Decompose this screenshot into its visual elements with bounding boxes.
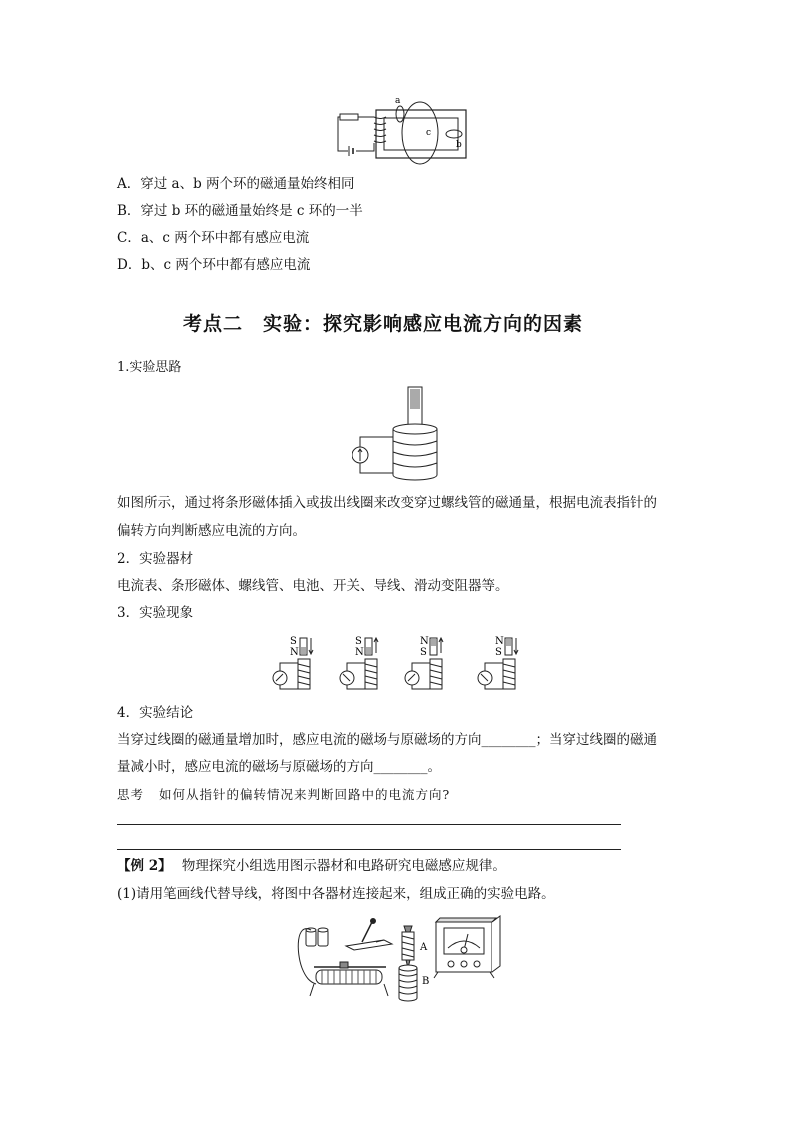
phenomenon-panel-2 bbox=[337, 632, 399, 694]
s2-text: 电流表、条形磁体、螺线管、电池、开关、导线、滑动变阻器等。 bbox=[117, 578, 509, 594]
think-row bbox=[117, 785, 450, 803]
bar-magnet-shade bbox=[410, 389, 420, 409]
galvanometer-icon bbox=[273, 671, 287, 685]
section-title: 考点二 实验：探究影响感应电流方向的因素 bbox=[183, 313, 584, 335]
pole-top: N bbox=[420, 636, 429, 647]
pole-top: S bbox=[355, 636, 362, 647]
label-ring-a: a bbox=[395, 96, 401, 106]
phenomenon-panel-4 bbox=[475, 632, 537, 694]
option-d: D．b、c 两个环中都有感应电流 bbox=[117, 257, 311, 273]
example-label: 【例 2】 bbox=[117, 858, 172, 874]
option-b: B．穿过 b 环的磁通量始终是 c 环的一半 bbox=[117, 203, 363, 219]
example-text: 物理探究小组选用图示器材和电路研究电磁感应规律。 bbox=[181, 858, 506, 874]
coil-a bbox=[402, 926, 414, 968]
s2-heading: 2．实验器材 bbox=[117, 551, 194, 567]
iron-core-inner bbox=[384, 118, 458, 150]
answer-line-2 bbox=[117, 849, 621, 850]
pole-bottom: S bbox=[420, 647, 427, 658]
pole-bottom: S bbox=[495, 647, 502, 658]
pole-top: N bbox=[495, 636, 504, 647]
figure-iron-core-rings bbox=[330, 95, 475, 165]
label-ring-b: b bbox=[456, 140, 462, 150]
switch-icon bbox=[346, 919, 392, 951]
s4-heading: 4．实验结论 bbox=[117, 705, 194, 721]
circuit-wire bbox=[338, 117, 374, 151]
rheostat-icon bbox=[310, 962, 388, 996]
galvanometer-icon bbox=[405, 671, 419, 685]
pole-bottom: N bbox=[355, 647, 364, 658]
pole-bottom: N bbox=[290, 647, 299, 658]
iron-core-frame bbox=[376, 110, 466, 158]
s1-text-line2: 偏转方向判断感应电流的方向。 bbox=[117, 523, 306, 539]
battery-cells bbox=[306, 928, 328, 946]
galvanometer-icon bbox=[434, 916, 500, 978]
label-ring-c: c bbox=[426, 128, 432, 138]
phenomenon-panel-1 bbox=[270, 632, 332, 694]
option-c: C．a、c 两个环中都有感应电流 bbox=[117, 230, 310, 246]
label-coil-b: B bbox=[422, 976, 430, 987]
example-row bbox=[117, 857, 506, 875]
example-q1: (1)请用笔画线代替导线，将图中各器材连接起来，组成正确的实验电路。 bbox=[117, 886, 555, 902]
solenoid bbox=[393, 424, 437, 480]
figure-solenoid-magnet bbox=[352, 383, 447, 483]
answer-line-1 bbox=[117, 824, 621, 825]
figure-apparatus bbox=[296, 912, 506, 1004]
s1-text-line1: 如图所示，通过将条形磁体插入或拔出线圈来改变穿过螺线管的磁通量，根据电流表指针的 bbox=[117, 495, 657, 511]
phenomenon-panel-3 bbox=[402, 632, 464, 694]
think-text: 如何从指针的偏转情况来判断回路中的电流方向? bbox=[159, 787, 451, 802]
s4-line2: 量减小时，感应电流的磁场与原磁场的方向________。 bbox=[117, 759, 441, 775]
pole-top: S bbox=[290, 636, 297, 647]
option-a: A．穿过 a、b 两个环的磁通量始终相同 bbox=[117, 176, 355, 192]
rheostat bbox=[340, 114, 358, 120]
s4-line1: 当穿过线圈的磁通量增加时，感应电流的磁场与原磁场的方向________；当穿过线圈的磁通 bbox=[117, 732, 657, 748]
coil-b bbox=[399, 965, 417, 1001]
ring-a bbox=[396, 106, 404, 122]
s1-heading: 1.实验思路 bbox=[117, 360, 182, 375]
ring-b bbox=[446, 130, 462, 138]
label-coil-a: A bbox=[420, 942, 428, 953]
s3-heading: 3．实验现象 bbox=[117, 605, 194, 621]
think-label: 思考 bbox=[117, 787, 145, 802]
ring-c bbox=[402, 102, 438, 164]
